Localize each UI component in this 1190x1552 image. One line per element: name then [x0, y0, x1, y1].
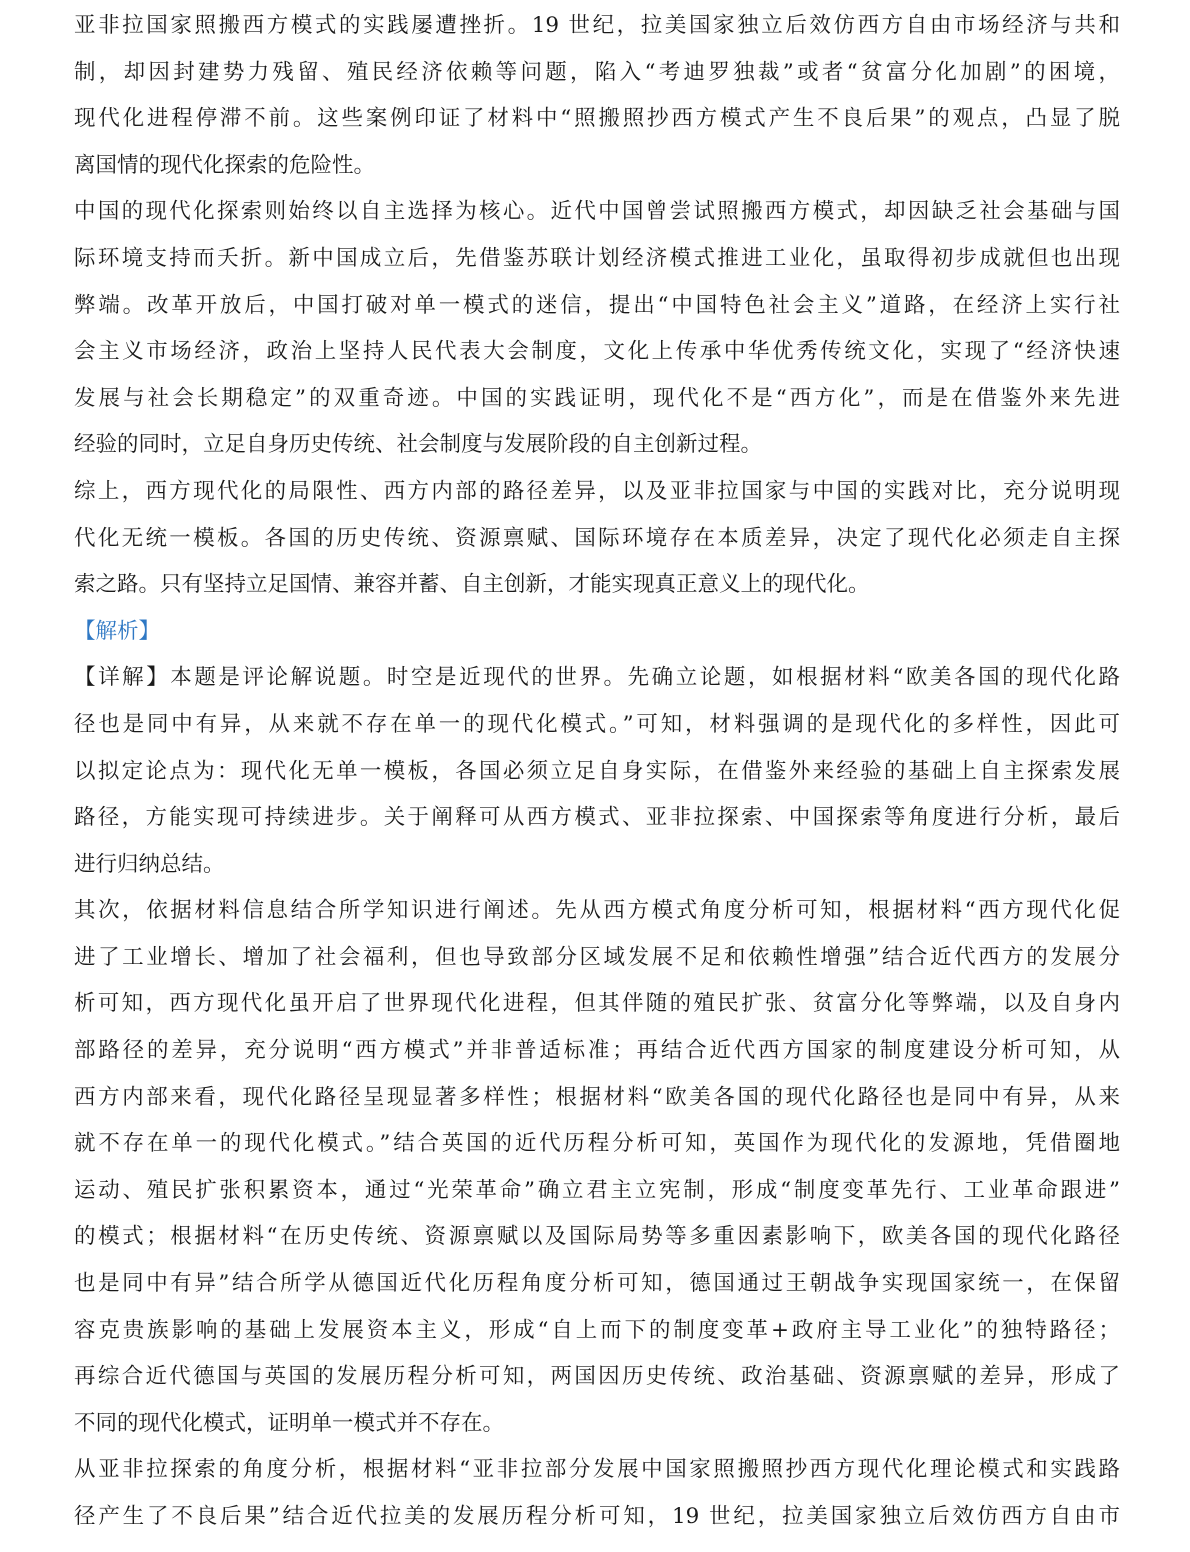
text-line: 弊端。改革开放后，中国打破对单一模式的迷信，提出“中国特色社会主义”道路，在经济上实行社	[74, 292, 1120, 318]
text-line: 其次，依据材料信息结合所学知识进行阐述。先从西方模式角度分析可知，根据材料“西方现代化促	[74, 898, 1120, 924]
text-line: 亚非拉国家照搬西方模式的实践屡遭挫折。19 世纪，拉美国家独立后效仿西方自由市场经济与共和	[74, 13, 1120, 38]
text-line: 径产生了不良后果”结合近代拉美的发展历程分析可知，19 世纪，拉美国家独立后效仿西方自由市	[74, 1504, 1120, 1529]
text-line: 运动、殖民扩张积累资本，通过“光荣革命”确立君主立宪制，形成“制度变革先行、工业革命跟进”	[74, 1177, 1120, 1203]
text-line: 索之路。只有坚持立足国情、兼容并蓄、自主创新，才能实现真正意义上的现代化。	[74, 572, 870, 598]
text-line: 部路径的差异，充分说明“西方模式”并非普适标准；再结合近代西方国家的制度建设分析可知，从	[74, 1038, 1120, 1064]
text-line: 径也是同中有异，从来就不存在单一的现代化模式。”可知，材料强调的是现代化的多样性，因此可	[74, 711, 1120, 737]
text-line: 际环境支持而夭折。新中国成立后，先借鉴苏联计划经济模式推进工业化，虽取得初步成就但也出现	[74, 245, 1120, 271]
text-line: 不同的现代化模式，证明单一模式并不存在。	[74, 1410, 505, 1436]
text-line: 容克贵族影响的基础上发展资本主义，形成“自上而下的制度变革+政府主导工业化”的独特路径；	[74, 1317, 1120, 1343]
text-line: 制，却因封建势力残留、殖民经济依赖等问题，陷入“考迪罗独裁”或者“贫富分化加剧”的困境，	[74, 59, 1120, 85]
text-line: 进行归纳总结。	[74, 851, 225, 877]
text-line: 再综合近代德国与英国的发展历程分析可知，两国因历史传统、政治基础、资源禀赋的差异，形成了	[74, 1364, 1120, 1390]
text-line: 中国的现代化探索则始终以自主选择为核心。近代中国曾尝试照搬西方模式，却因缺乏社会基础与国	[74, 199, 1120, 225]
text-line: 以拟定论点为：现代化无单一模板，各国必须立足自身实际，在借鉴外来经验的基础上自主探索发展	[74, 758, 1120, 784]
text-line: 就不存在单一的现代化模式。”结合英国的近代历程分析可知，英国作为现代化的发源地，凭借圈地	[74, 1131, 1120, 1157]
text-line: 综上，西方现代化的局限性、西方内部的路径差异，以及亚非拉国家与中国的实践对比，充分说明现	[74, 478, 1120, 504]
text-line: 从亚非拉探索的角度分析，根据材料“亚非拉部分发展中国家照搬照抄西方现代化理论模式和实践路	[74, 1457, 1120, 1483]
text-line: 离国情的现代化探索的危险性。	[74, 152, 376, 178]
text-line: 代化无统一模板。各国的历史传统、资源禀赋、国际环境存在本质差异，决定了现代化必须走自主探	[74, 525, 1120, 551]
text-line: 经验的同时，立足自身历史传统、社会制度与发展阶段的自主创新过程。	[74, 432, 763, 458]
text-line: 也是同中有异”结合所学从德国近代化历程角度分析可知，德国通过王朝战争实现国家统一，在保留	[74, 1271, 1120, 1297]
document-page	[74, 0, 1120, 1541]
text-line: 析可知，西方现代化虽开启了世界现代化进程，但其伴随的殖民扩张、贫富分化等弊端，以及自身内	[74, 991, 1120, 1017]
text-line: 现代化进程停滞不前。这些案例印证了材料中“照搬照抄西方模式产生不良后果”的观点，凸显了脱	[74, 106, 1120, 132]
text-line: 的模式；根据材料“在历史传统、资源禀赋以及国际局势等多重因素影响下，欧美各国的现代化路径	[74, 1224, 1120, 1250]
text-line: 路径，方能实现可持续进步。关于阐释可从西方模式、亚非拉探索、中国探索等角度进行分析，最后	[74, 805, 1120, 831]
text-line: 发展与社会长期稳定”的双重奇迹。中国的实践证明，现代化不是“西方化”，而是在借鉴外来先进	[74, 385, 1120, 411]
text-line: 西方内部来看，现代化路径呈现显著多样性；根据材料“欧美各国的现代化路径也是同中有异，从来	[74, 1084, 1120, 1110]
text-line: 进了工业增长、增加了社会福利，但也导致部分区域发展不足和依赖性增强”结合近代西方的发展分	[74, 944, 1120, 970]
text-line: 会主义市场经济，政治上坚持人民代表大会制度，文化上传承中华优秀传统文化，实现了“经济快速	[74, 339, 1120, 365]
text-line: 【详解】本题是评论解说题。时空是近现代的世界。先确立论题，如根据材料“欧美各国的现代化路	[74, 665, 1120, 691]
analysis-heading: 【解析】	[74, 618, 161, 644]
